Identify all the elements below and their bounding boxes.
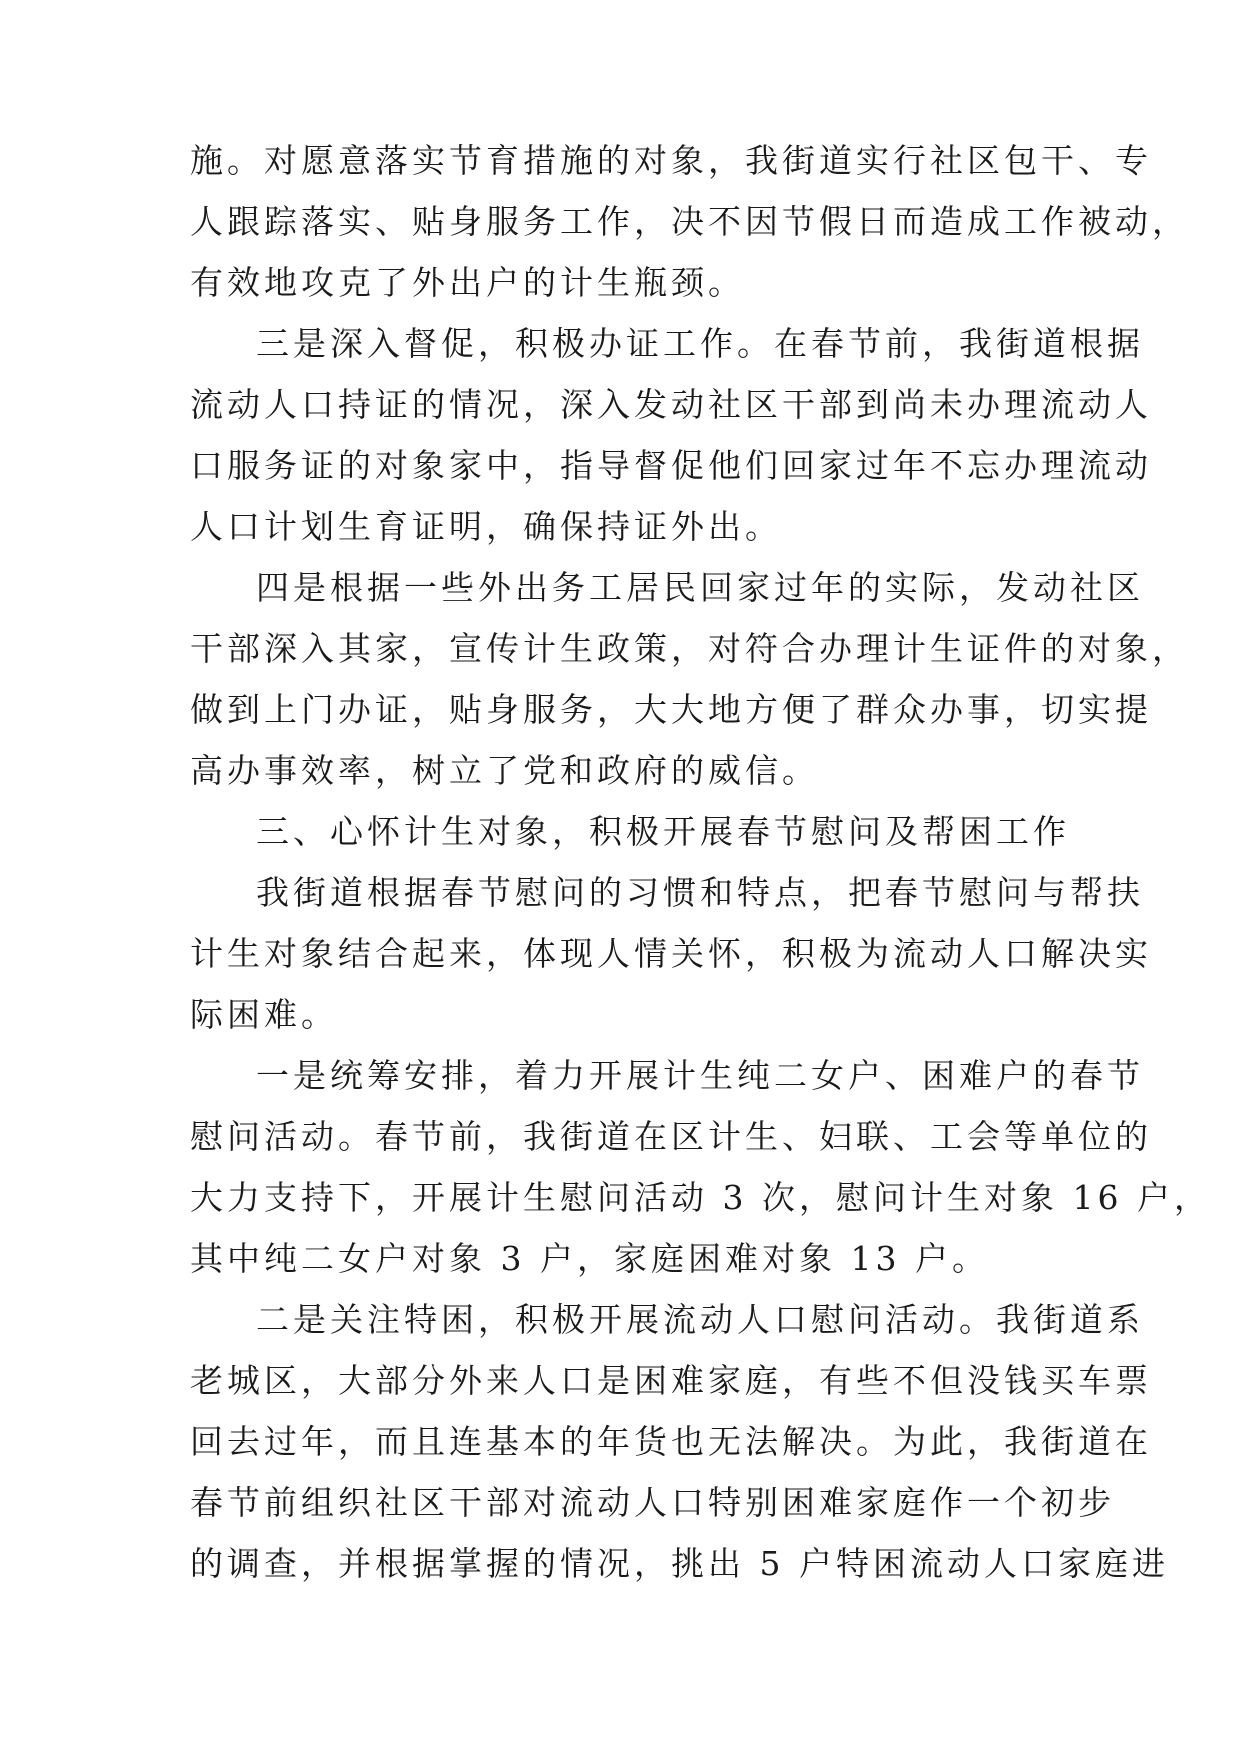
text-line: 做到上门办证，贴身服务，大大地方便了群众办事，切实提 — [190, 690, 1152, 729]
text-line: 二是关注特困，积极开展流动人口慰问活动。我街道系 — [256, 1300, 1144, 1339]
text-line: 春节前组织社区干部对流动人口特别困难家庭作一个初步 — [190, 1483, 1115, 1522]
text-line: 慰问活动。春节前，我街道在区计生、妇联、工会等单位的 — [190, 1117, 1152, 1156]
document-body — [190, 130, 1211, 1594]
text-line: 的调查，并根据掌握的情况，挑出 5 户特困流动人口家庭进 — [190, 1544, 1169, 1583]
text-line: 有效地攻克了外出户的计生瓶颈。 — [190, 263, 745, 302]
text-line: 其中纯二女户对象 3 户，家庭困难对象 13 户。 — [190, 1239, 989, 1278]
text-line: 人口计划生育证明，确保持证外出。 — [190, 507, 782, 546]
text-line: 计生对象结合起来，体现人情关怀，积极为流动人口解决实 — [190, 934, 1152, 973]
text-line: 施。对愿意落实节育措施的对象，我街道实行社区包干、专 — [190, 141, 1152, 180]
section-heading: 三、心怀计生对象，积极开展春节慰问及帮困工作 — [256, 812, 1070, 851]
text-line: 流动人口持证的情况，深入发动社区干部到尚未办理流动人 — [190, 385, 1152, 424]
text-line: 高办事效率，树立了党和政府的威信。 — [190, 751, 819, 790]
text-line: 老城区，大部分外来人口是困难家庭，有些不但没钱买车票 — [190, 1361, 1152, 1400]
text-line: 际困难。 — [190, 995, 338, 1034]
text-line: 一是统筹安排，着力开展计生纯二女户、困难户的春节 — [256, 1056, 1144, 1095]
text-line: 口服务证的对象家中，指导督促他们回家过年不忘办理流动 — [190, 446, 1152, 485]
text-line: 回去过年，而且连基本的年货也无法解决。为此，我街道在 — [190, 1422, 1152, 1461]
text-line: 三是深入督促，积极办证工作。在春节前，我街道根据 — [256, 324, 1144, 363]
text-line: 大力支持下，开展计生慰问活动 3 次，慰问计生对象 16 户， — [190, 1178, 1211, 1217]
text-line: 我街道根据春节慰问的习惯和特点，把春节慰问与帮扶 — [256, 873, 1144, 912]
text-line: 人跟踪落实、贴身服务工作，决不因节假日而造成工作被动， — [190, 202, 1189, 241]
text-line: 四是根据一些外出务工居民回家过年的实际，发动社区 — [256, 568, 1144, 607]
text-line: 干部深入其家，宣传计生政策，对符合办理计生证件的对象， — [190, 629, 1189, 668]
